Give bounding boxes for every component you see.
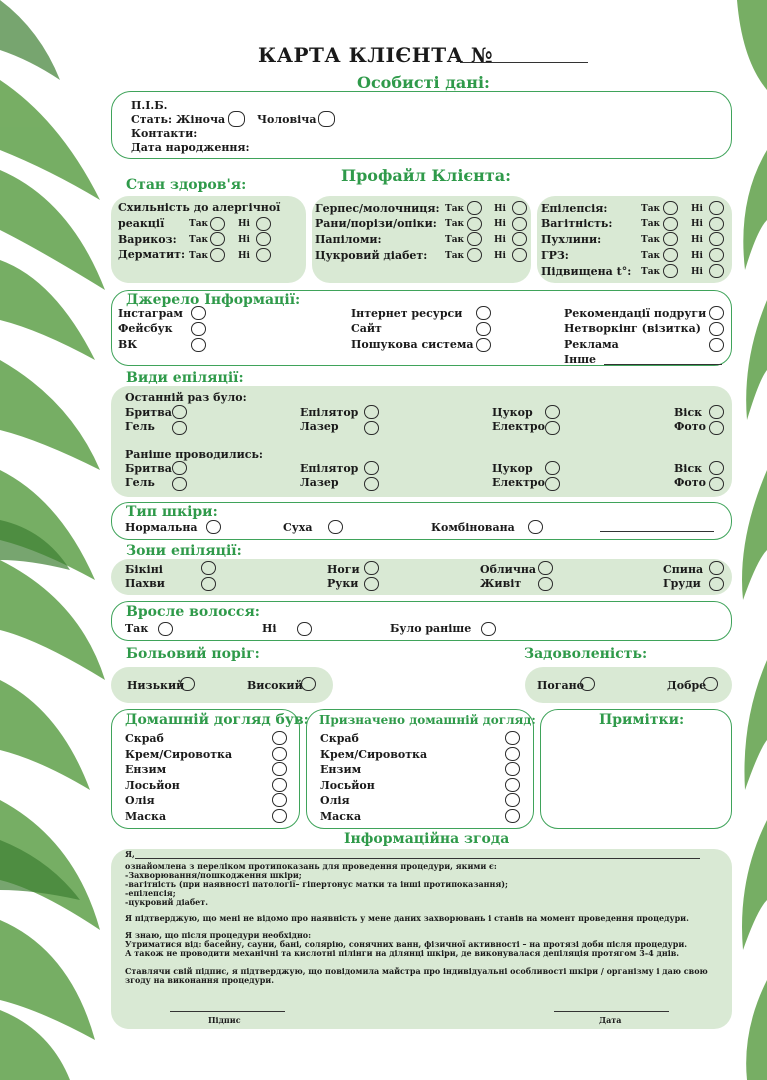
home-prescribed-item-checkbox[interactable] (505, 762, 520, 776)
health-section-title: Стан здоров'я: (126, 177, 247, 193)
zone-bikini-checkbox[interactable] (201, 561, 216, 575)
consent-p1: ознайомлена з переліком протипоказань для проведення процедури, якими є: (125, 861, 497, 871)
skin-combined-label: Комбінована (431, 521, 515, 534)
name-label: П.І.Б. (131, 99, 168, 112)
sex-female-label: Жіноча (176, 113, 226, 126)
source-networking-checkbox[interactable] (709, 322, 724, 336)
skin-combined-checkbox[interactable] (528, 520, 543, 534)
consent-p8: Утриматися від: басейну, сауни, бані, солярію, сонячних ванн, фізичної активності – на протязі доби після процедури. (125, 939, 688, 949)
home-care-item-label: Лосьйон (125, 778, 180, 792)
dermatitis-yes-checkbox[interactable] (210, 248, 225, 262)
skin-other-line[interactable] (600, 531, 714, 532)
zone-face-checkbox[interactable] (538, 561, 553, 575)
before-laser-label: Лазер (300, 476, 339, 489)
fever-no-label: Ні (691, 267, 703, 277)
consent-p5: -цукровий діабет. (125, 897, 208, 907)
date-line[interactable] (554, 1011, 669, 1012)
papillomas-no-checkbox[interactable] (512, 232, 527, 246)
source-site-checkbox[interactable] (476, 322, 491, 336)
before-gel-checkbox[interactable] (172, 477, 187, 491)
last-razor-label: Бритва (125, 406, 172, 419)
before-gel-label: Гель (125, 476, 155, 489)
grz-label: ГРЗ: (541, 249, 569, 262)
varicose-label: Варикоз: (118, 233, 177, 246)
skin-dry-label: Суха (283, 521, 313, 534)
pregnancy-no-label: Ні (691, 219, 703, 229)
consent-p6: Я підтверджую, що мені не відомо про наявність у мене даних захворювань і станів на момент проведення процедури. (125, 913, 689, 923)
birth-date-label: Дата народження: (131, 141, 250, 154)
zone-armpits-label: Пахви (125, 577, 165, 590)
source-facebook-label: Фейсбук (118, 322, 173, 335)
home-prescribed-item-checkbox[interactable] (505, 778, 520, 792)
source-friend-checkbox[interactable] (709, 306, 724, 320)
zone-chest-label: Груди (663, 577, 701, 590)
home-care-item-label: Ензим (125, 763, 167, 776)
ingrown-yes-label: Так (125, 622, 149, 635)
ingrown-section-title: Вросле волосся: (126, 604, 260, 620)
varicose-no-label: Ні (238, 235, 250, 245)
home-care-item-checkbox[interactable] (272, 809, 287, 823)
varicose-yes-label: Так (189, 235, 209, 245)
last-laser-checkbox[interactable] (364, 421, 379, 435)
home-care-item-label: Скраб (125, 732, 164, 745)
home-care-item-label: Крем/Сировотка (125, 747, 233, 761)
last-epilator-checkbox[interactable] (364, 405, 379, 419)
source-networking-label: Нетворкінг (візитка) (564, 322, 701, 335)
pain-low-checkbox[interactable] (180, 677, 195, 691)
tumors-no-checkbox[interactable] (709, 232, 724, 246)
dermatitis-no-label: Ні (238, 251, 250, 261)
before-epilator-checkbox[interactable] (364, 461, 379, 475)
date-label: Дата (599, 1015, 622, 1025)
herpes-label: Герпес/молочниця: (315, 202, 440, 215)
fever-yes-checkbox[interactable] (663, 264, 678, 278)
before-photo-label: Фото (674, 476, 706, 489)
source-vk-label: ВК (118, 338, 138, 351)
home-care-item-checkbox[interactable] (272, 731, 287, 745)
zone-arms-checkbox[interactable] (364, 577, 379, 591)
diabetes-no-label: Ні (494, 251, 506, 261)
home-prescribed-item-checkbox[interactable] (505, 809, 520, 823)
before-epilator-label: Епілятор (300, 462, 359, 475)
source-section-title: Джерело Інформації: (126, 292, 301, 308)
home-prescribed-item-label: Лосьйон (320, 778, 375, 792)
last-wax-checkbox[interactable] (709, 405, 724, 419)
wounds-label: Рани/порізи/опіки: (315, 217, 437, 230)
zone-bikini-label: Бікіні (125, 563, 163, 576)
ingrown-no-checkbox[interactable] (297, 622, 312, 636)
source-ads-checkbox[interactable] (709, 338, 724, 352)
sex-male-label: Чоловіча (257, 113, 317, 126)
last-epilator-label: Епілятор (300, 406, 359, 419)
epilepsy-yes-checkbox[interactable] (663, 201, 678, 215)
satisfaction-good-label: Добре (667, 679, 707, 692)
fever-label: Підвищена t°: (541, 265, 632, 278)
epilepsy-label: Епілепсія: (541, 202, 608, 215)
tumors-yes-checkbox[interactable] (663, 232, 678, 246)
before-razor-checkbox[interactable] (172, 461, 187, 475)
epil-types-section-title: Види епіляції: (126, 370, 244, 386)
last-electro-label: Електро (492, 420, 545, 433)
before-wax-label: Віск (674, 462, 703, 475)
satisfaction-section-title: Задоволеність: (524, 646, 648, 662)
last-razor-checkbox[interactable] (172, 405, 187, 419)
pregnancy-no-checkbox[interactable] (709, 217, 724, 231)
allergy-no-label: Ні (238, 219, 250, 229)
home-prescribed-item-label: Маска (320, 809, 362, 823)
dermatitis-no-checkbox[interactable] (256, 248, 271, 262)
fever-no-checkbox[interactable] (709, 264, 724, 278)
allergy-yes-checkbox[interactable] (210, 217, 225, 231)
pregnancy-yes-label: Так (641, 219, 661, 229)
source-vk-checkbox[interactable] (191, 338, 206, 352)
before-wax-checkbox[interactable] (709, 461, 724, 475)
papillomas-no-label: Ні (494, 235, 506, 245)
last-wax-label: Віск (674, 406, 703, 419)
skin-dry-checkbox[interactable] (328, 520, 343, 534)
home-care-item-checkbox[interactable] (272, 747, 287, 761)
before-label: Раніше проводились: (125, 448, 263, 461)
before-sugar-label: Цукор (492, 462, 533, 475)
tumors-label: Пухлини: (541, 233, 602, 246)
grz-yes-checkbox[interactable] (663, 248, 678, 262)
consent-p9: А також не проводити механічні та кислотні пілінги на ділянці шкіри, де виконувалася депіляція протягом 3-4 днів. (125, 948, 680, 958)
zone-armpits-checkbox[interactable] (201, 577, 216, 591)
last-photo-checkbox[interactable] (709, 421, 724, 435)
ingrown-no-label: Ні (262, 622, 277, 635)
zone-chest-checkbox[interactable] (709, 577, 724, 591)
diabetes-label: Цукровий діабет: (315, 249, 428, 262)
zone-face-label: Облична (480, 563, 537, 576)
papillomas-label: Папіломи: (315, 233, 382, 246)
before-electro-checkbox[interactable] (545, 477, 560, 491)
consent-name-line[interactable] (135, 858, 700, 859)
notes-title: Примітки: (599, 712, 685, 728)
zones-section-title: Зони епіляції: (126, 543, 242, 559)
grz-yes-label: Так (641, 251, 661, 261)
papillomas-yes-label: Так (445, 235, 465, 245)
herpes-no-checkbox[interactable] (512, 201, 527, 215)
source-friend-label: Рекомендації подруги (564, 307, 707, 320)
home-care-item-checkbox[interactable] (272, 762, 287, 776)
diabetes-yes-checkbox[interactable] (467, 248, 482, 262)
satisfaction-good-checkbox[interactable] (703, 677, 718, 691)
home-prescribed-item-checkbox[interactable] (505, 747, 520, 761)
last-time-label: Останній раз було: (125, 391, 247, 404)
skin-normal-label: Нормальна (125, 521, 198, 534)
home-prescribed-item-label: Скраб (320, 732, 359, 745)
pain-high-checkbox[interactable] (301, 677, 316, 691)
herpes-yes-checkbox[interactable] (467, 201, 482, 215)
home-prescribed-item-checkbox[interactable] (505, 793, 520, 807)
home-prescribed-item-label: Крем/Сировотка (320, 747, 428, 761)
palm-leaves-right-decoration (737, 0, 767, 1080)
pregnancy-yes-checkbox[interactable] (663, 217, 678, 231)
home-care-item-checkbox[interactable] (272, 793, 287, 807)
last-sugar-label: Цукор (492, 406, 533, 419)
consent-i-label: Я, (125, 849, 135, 859)
diabetes-yes-label: Так (445, 251, 465, 261)
pain-section-title: Больовий поріг: (126, 646, 260, 662)
consent-p4: -епілепсія; (125, 888, 176, 898)
allergy-label-2: реакції (118, 217, 165, 230)
tumors-no-label: Ні (691, 235, 703, 245)
home-care-item-label: Маска (125, 809, 167, 823)
consent-p7: Я знаю, що після процедури необхідно: (125, 930, 312, 940)
source-search-checkbox[interactable] (476, 338, 491, 352)
home-care-item-label: Олія (125, 794, 155, 807)
home-care-title: Домашній догляд був: (125, 712, 309, 728)
last-laser-label: Лазер (300, 420, 339, 433)
pain-low-label: Низький (127, 679, 185, 692)
papillomas-yes-checkbox[interactable] (467, 232, 482, 246)
diabetes-no-checkbox[interactable] (512, 248, 527, 262)
before-electro-label: Електро (492, 476, 545, 489)
pregnancy-label: Вагітність: (541, 217, 613, 230)
consent-p11: згоду на виконання процедури. (125, 975, 275, 985)
herpes-yes-label: Так (445, 204, 465, 214)
ingrown-yes-checkbox[interactable] (158, 622, 173, 636)
source-instagram-checkbox[interactable] (191, 306, 206, 320)
last-gel-checkbox[interactable] (172, 421, 187, 435)
source-instagram-label: Інстаграм (118, 307, 183, 320)
last-gel-label: Гель (125, 420, 155, 433)
epilepsy-yes-label: Так (641, 204, 661, 214)
home-care-item-checkbox[interactable] (272, 778, 287, 792)
sex-female-checkbox[interactable] (228, 111, 245, 127)
grz-no-checkbox[interactable] (709, 248, 724, 262)
consent-p3: -вагітність (при наявності патології– гіпертонус матки та інші протипоказання); (125, 879, 508, 889)
signature-label: Підпис (208, 1015, 241, 1025)
source-ads-label: Реклама (564, 338, 619, 351)
zone-legs-label: Ноги (327, 563, 360, 576)
allergy-yes-label: Так (189, 219, 209, 229)
epilepsy-no-label: Ні (691, 204, 703, 214)
zone-back-checkbox[interactable] (709, 561, 724, 575)
fever-yes-label: Так (641, 267, 661, 277)
source-facebook-checkbox[interactable] (191, 322, 206, 336)
ingrown-before-checkbox[interactable] (481, 622, 496, 636)
allergy-no-checkbox[interactable] (256, 217, 271, 231)
dermatitis-yes-label: Так (189, 251, 209, 261)
source-search-label: Пошукова система (351, 338, 474, 351)
varicose-yes-checkbox[interactable] (210, 232, 225, 246)
home-prescribed-title: Призначено домашній догляд: (319, 713, 536, 727)
epilepsy-no-checkbox[interactable] (709, 201, 724, 215)
allergy-label-1: Схильність до алергічної (118, 201, 281, 214)
tumors-yes-label: Так (641, 235, 661, 245)
dermatitis-label: Дерматит: (118, 248, 186, 261)
profile-section-title: Профайл Клієнта: (341, 166, 512, 185)
source-internet-label: Інтернет ресурси (351, 307, 463, 320)
wounds-no-label: Ні (494, 219, 506, 229)
zone-back-label: Спина (663, 563, 704, 576)
zone-belly-checkbox[interactable] (538, 577, 553, 591)
before-photo-checkbox[interactable] (709, 477, 724, 491)
contacts-label: Контакти: (131, 127, 198, 140)
source-other-line[interactable] (604, 364, 722, 365)
sex-label: Стать: (131, 113, 173, 126)
last-sugar-checkbox[interactable] (545, 405, 560, 419)
sex-male-checkbox[interactable] (318, 111, 335, 127)
card-number-line[interactable] (460, 62, 588, 63)
before-sugar-checkbox[interactable] (545, 461, 560, 475)
last-electro-checkbox[interactable] (545, 421, 560, 435)
source-site-label: Сайт (351, 322, 382, 335)
home-prescribed-item-label: Олія (320, 794, 350, 807)
consent-p2: -Захворювання/пошкодження шкіри; (125, 870, 302, 880)
source-internet-checkbox[interactable] (476, 306, 491, 320)
palm-leaves-left-decoration (0, 0, 110, 1080)
consent-p10: Ставлячи свій підпис, я підтверджую, що повідомила майстра про індивідуальні особливості шкіри / організму і даю свою (125, 966, 708, 976)
varicose-no-checkbox[interactable] (256, 232, 271, 246)
home-prescribed-item-label: Ензим (320, 763, 362, 776)
zone-belly-label: Живіт (480, 577, 522, 590)
last-photo-label: Фото (674, 420, 706, 433)
personal-section-title: Особисті дані: (357, 73, 490, 92)
wounds-no-checkbox[interactable] (512, 217, 527, 231)
signature-line[interactable] (170, 1011, 285, 1012)
before-laser-checkbox[interactable] (364, 477, 379, 491)
ingrown-before-label: Було раніше (390, 622, 472, 635)
page-title: КАРТА КЛІЄНТА № (258, 43, 494, 67)
grz-no-label: Ні (691, 251, 703, 261)
wounds-yes-checkbox[interactable] (467, 217, 482, 231)
zone-arms-label: Руки (327, 577, 359, 590)
herpes-no-label: Ні (494, 204, 506, 214)
skin-normal-checkbox[interactable] (206, 520, 221, 534)
consent-title: Інформаційна згода (344, 831, 510, 847)
zone-legs-checkbox[interactable] (364, 561, 379, 575)
home-prescribed-item-checkbox[interactable] (505, 731, 520, 745)
satisfaction-bad-label: Погано (537, 679, 584, 692)
pain-high-label: Високий (247, 679, 303, 692)
skin-type-section-title: Тип шкіри: (126, 504, 218, 520)
satisfaction-bad-checkbox[interactable] (580, 677, 595, 691)
source-other-label: Інше (564, 353, 597, 366)
wounds-yes-label: Так (445, 219, 465, 229)
before-razor-label: Бритва (125, 462, 172, 475)
